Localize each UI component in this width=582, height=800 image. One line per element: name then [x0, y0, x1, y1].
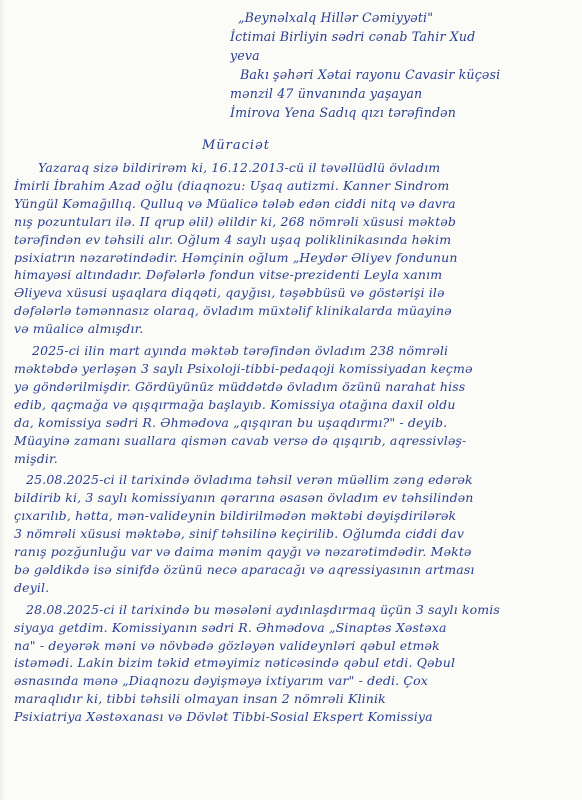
text-line: himayəsi altındadır. Dəfələrlə fondun vitse-prezidenti Leyla xanım	[14, 267, 443, 283]
text-line: tərəfindən ev təhsili alır. Oğlum 4 saylı uşaq poliklinikasında həkim	[14, 231, 452, 247]
text-line: psixiatrın nəzarətindədir. Həmçinin oğlum „Heydər Əliyev fondunun	[14, 249, 458, 265]
text-line: bildirib ki, 3 saylı komissiyanın qərarına əsasən övladım ev təhsilindən	[14, 490, 474, 506]
text-line: na" - deyərək məni və növbədə gözləyən valideynləri qəbul etmək	[14, 637, 440, 653]
text-line: deyil.	[14, 579, 50, 595]
text-line: maraqlıdır ki, tibbi təhsili olmayan insan 2 nömrəli Klinik	[14, 691, 386, 707]
text-line: dəfələrlə təmənnasız olaraq, övladım müxtəlif klinikalarda müayinə	[14, 303, 452, 319]
sender-name-line: İmirova Yena Sadıq qızı tərəfindən	[230, 105, 457, 120]
addressee-line: İctimai Birliyin sədri cənab Tahir Xud	[230, 29, 476, 44]
text-line: 3 nömrəli xüsusi məktəbə, sinif təhsilinə keçirilib. Oğlumda ciddi dav	[14, 526, 465, 542]
text-line: nış pozuntuları ilə. II qrup əlil) əlildir ki, 268 nömrəli xüsusi məktəb	[14, 213, 457, 229]
sender-address-line: Bakı şəhəri Xətai rayonu Cavasir küçəsi	[240, 67, 501, 82]
text-line: və müalicə almışdır.	[14, 321, 144, 337]
paragraph-3	[14, 471, 572, 596]
paragraph-4	[14, 601, 572, 726]
text-line: mişdir.	[14, 450, 58, 466]
text-line: siyaya getdim. Komissiyanın sədri R. Əhmədova „Sinaptəs Xəstəxa	[14, 619, 447, 635]
text-line: Yüngül Kəmağıllıq. Qulluq və Müalicə tələb edən ciddi nitq və davra	[14, 195, 456, 211]
text-line: Psixiatriya Xəstəxanası və Dövlət Tibbi-Sosial Ekspert Komissiya	[14, 709, 433, 725]
paragraph-2	[14, 342, 572, 467]
text-line: çıxarılıb, hətta, mən-valideynin bildirilmədən məktəbi dəyişdirilərək	[14, 508, 457, 524]
paragraph-1	[14, 159, 572, 338]
text-line: İmirli İbrahim Azad oğlu (diaqnozu: Uşaq autizmi. Kanner Sindrom	[14, 177, 450, 193]
addressee-block	[230, 8, 572, 122]
text-line: Müayinə zamanı suallara qismən cavab versə də qışqırıb, aqressivləş-	[14, 432, 467, 448]
sender-address-line: mənzil 47 ünvanında yaşayan	[230, 86, 423, 101]
text-line: ranış pozğunluğu var və daima mənim qayğı və nəzarətimdədir. Məktə	[14, 544, 472, 560]
text-line: istəmədi. Lakin bizim təkid etməyimiz nəticəsində qəbul etdi. Qəbul	[14, 655, 456, 671]
text-line: Yazaraq sizə bildirirəm ki, 16.12.2013-cü il təvəllüdlü övladım	[38, 160, 441, 175]
text-line: 2025-ci ilin mart ayında məktəb tərəfindən övladım 238 nömrəli	[32, 343, 449, 359]
text-line: edib, qaçmağa və qışqırmağa başlayıb. Komissiya otağına daxil oldu	[14, 396, 456, 412]
text-line: Əliyeva xüsusi uşaqlara diqqəti, qayğısı, təşəbbüsü və göstərişi ilə	[14, 285, 445, 301]
text-line: yə göndərilmişdir. Gördüyünüz müddətdə övladım özünü narahat hiss	[14, 378, 466, 394]
letter-body	[14, 159, 572, 726]
addressee-line: yeva	[230, 48, 260, 63]
organization-name: „Beynəlxalq Hillər Cəmiyyəti"	[238, 10, 434, 25]
text-line: məktəbdə yerləşən 3 saylı Psixoloji-tibbi-pedaqoji komissiyadan keçmə	[14, 360, 473, 376]
document-title: Müraciət	[202, 138, 271, 153]
text-line: da, komissiya sədri R. Əhmədova „qışqıran bu uşaqdırmı?" - deyib.	[14, 414, 448, 430]
text-line: 28.08.2025-ci il tarixində bu məsələni aydınlaşdırmaq üçün 3 saylı komis	[26, 601, 500, 617]
text-line: bə gəldikdə isə sinifdə özünü necə aparacağı və aqressiyasının artması	[14, 561, 475, 577]
text-line: əsnasında mənə „Diaqnozu dəyişməyə ixtiyarım var" - dedi. Çox	[14, 673, 428, 689]
text-line: 25.08.2025-ci il tarixində övladıma təhsil verən müəllim zəng edərək	[26, 472, 473, 488]
